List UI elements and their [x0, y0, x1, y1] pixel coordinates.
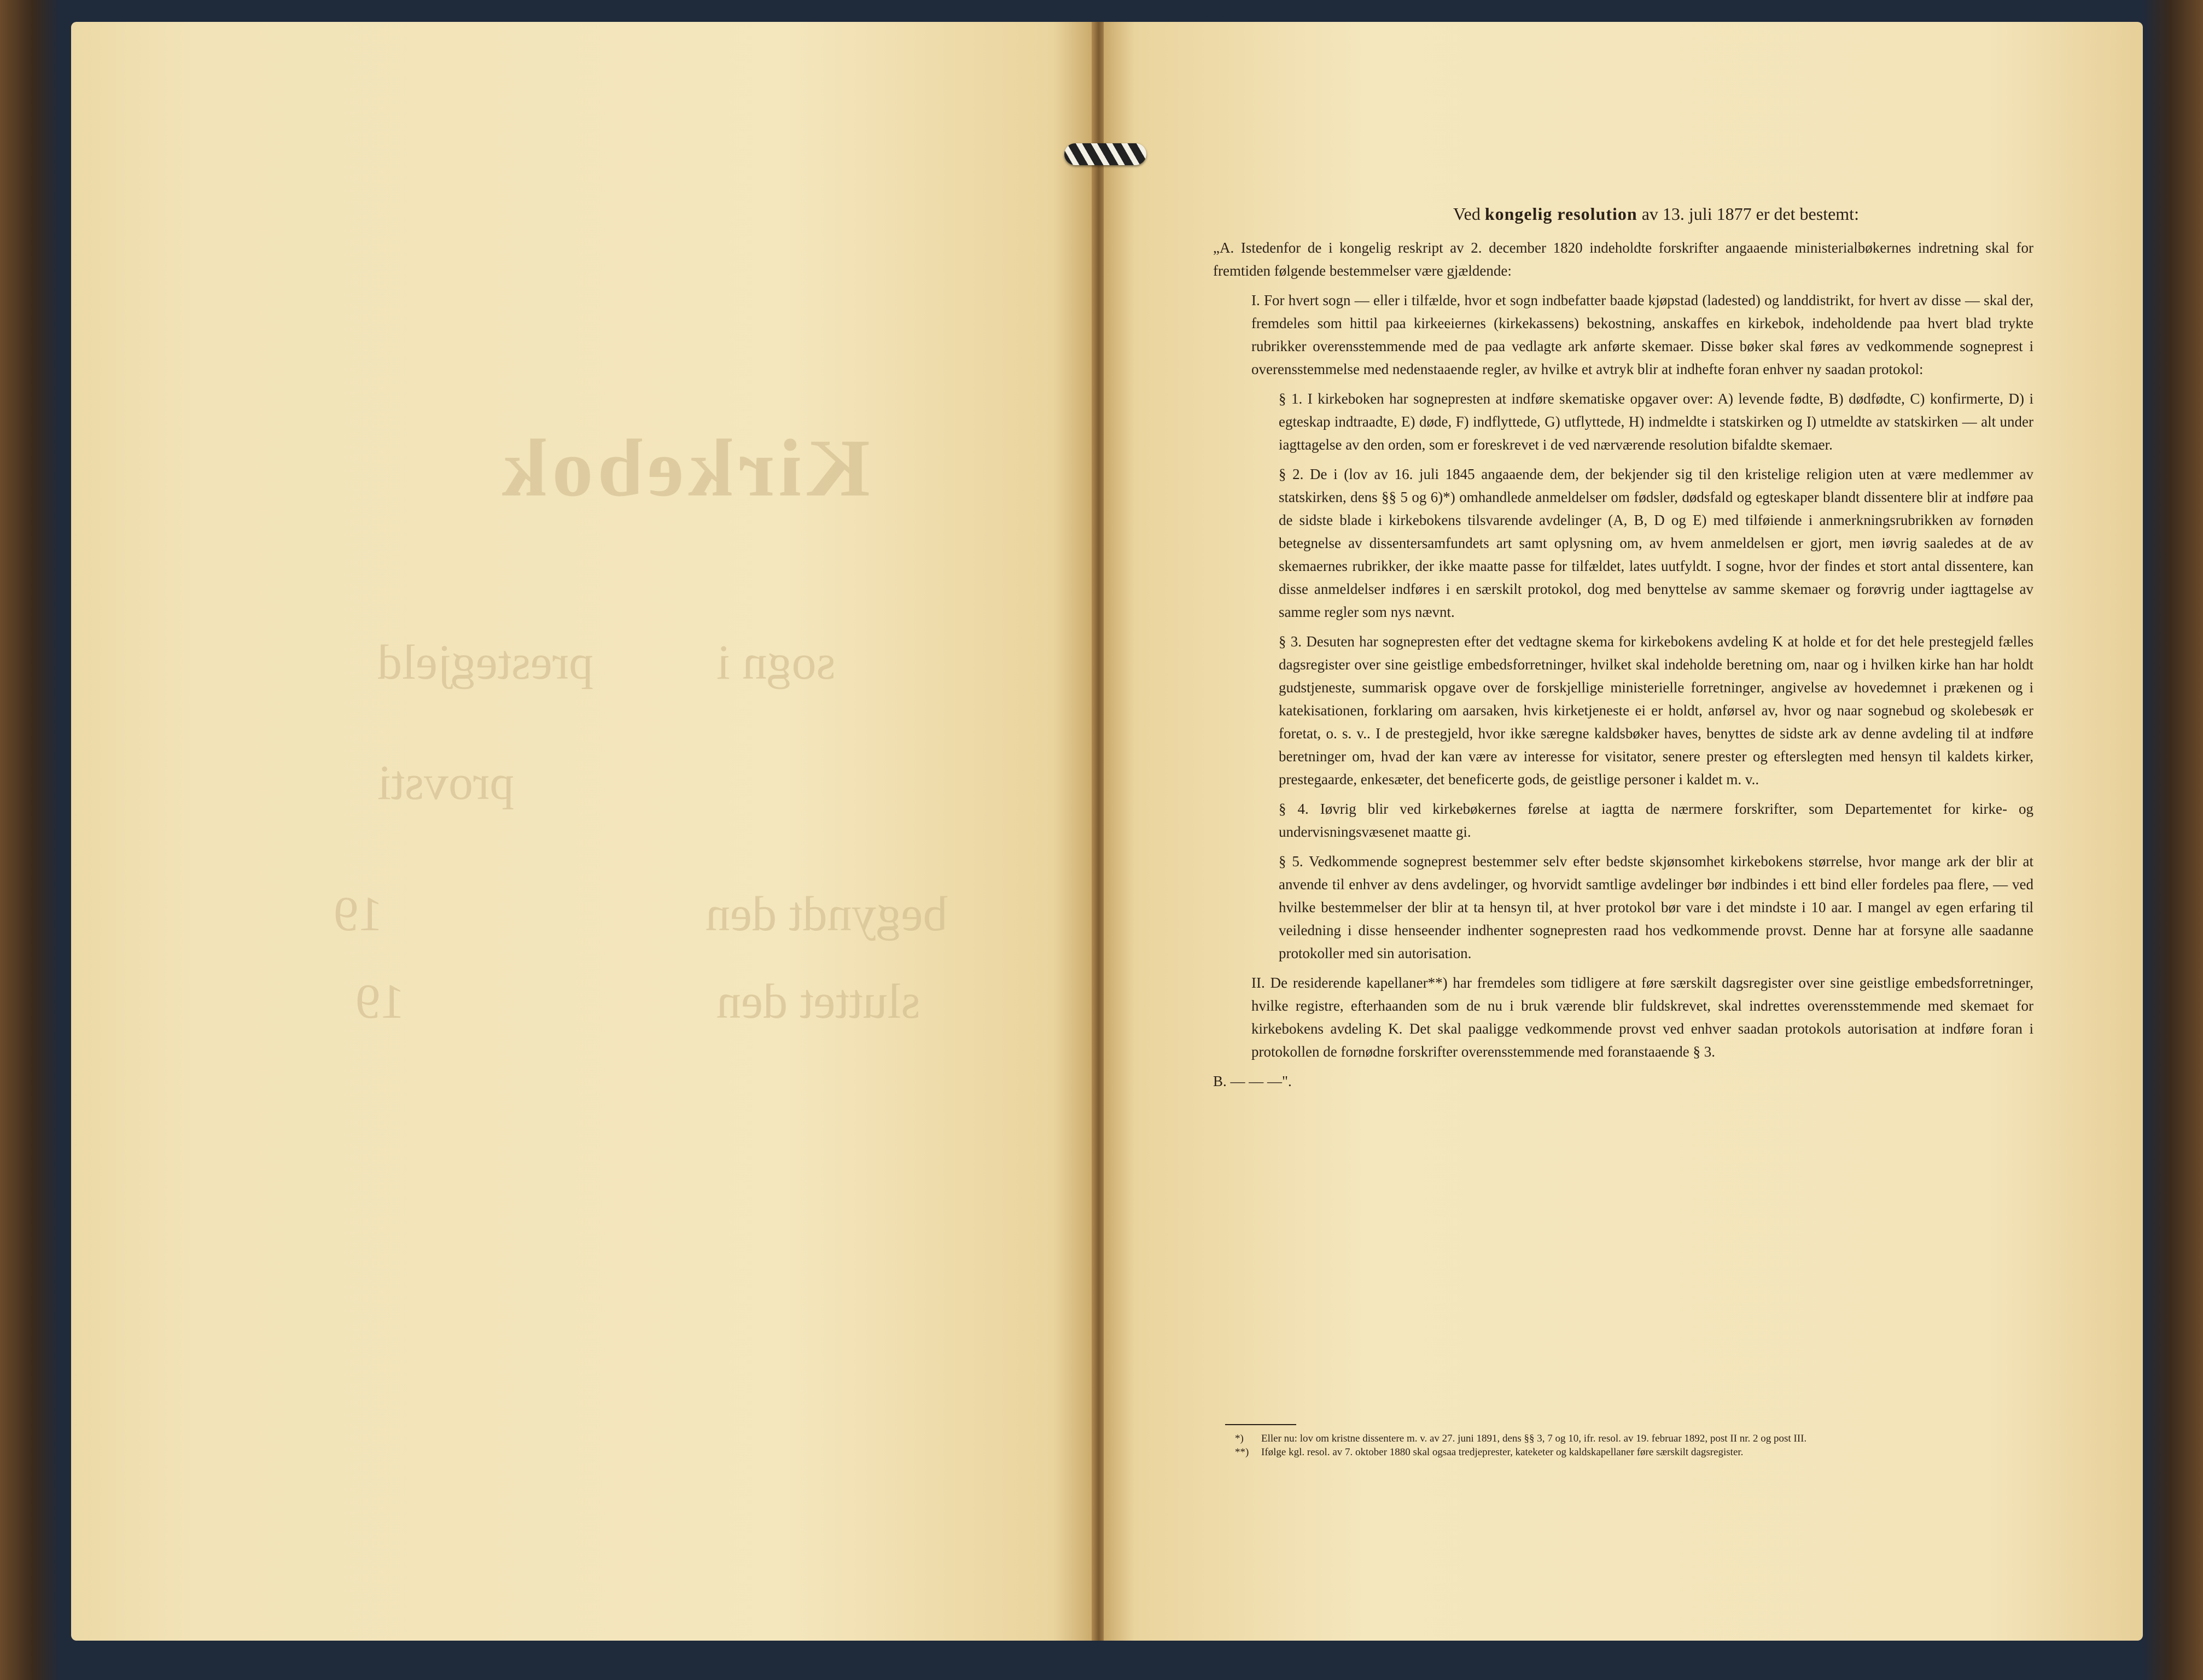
paragraph-5: § 5. Vedkommende sogneprest bestemmer selv efter bedste skjønsomhet kirkebokens størrelse, hvor mange ark der blir at anvende til enhver av dens avdelinger, og hvorvidt samtlige avdelinger bør indbindes i ett bind eller fordeles paa flere, — ved hvilke bestemmelser der blir at ta hensyn til, at hver protokol bør vare i det mindste i 10 aar. I mangel av egen erfaring til veiledning i disse henseender indhenter sognepresten raad hos vedkommende provst. Denne har at forsyne alle saadanne protokoller med sin autorisation. [1279, 853, 2033, 961]
paragraph-3: § 3. Desuten har sognepresten efter det vedtagne skema for kirkebokens avdeling K at holde et for det hele prestegjeld fælles dagsregister over sine geistlige embedsforretninger, hvilket skal indeholde beretning om, naar og i hvilken kirke han har holdt gudstjeneste, summarisk opgave over de forskjellige ministerielle forretninger, angivelse av hovedemnet i prækenen og i katekisationen, forklaring om aarsaken, hvis kirketjeneste ei er holdt, anførsel av, hvor og naar sognebud og skolebesøk er foretat, o. s. v.. I de prestegjeld, hvor ikke særegne kaldsbøker haves, benyttes de sidste ark av denne avdeling til at indføre beretninger om, hvad der kan være av interesse for visitator, senere prester og efterslegten med hensyn til kaldets kirker, prestegaarde, enkesæter, det beneficerte gods, de geistlige personer i kaldet m. v.. [1279, 633, 2033, 788]
ghost-title-kirkebok: Kirkebok [498, 423, 870, 514]
ghost-line-begyndt: begyndt den [706, 887, 948, 941]
footnotes [1235, 1432, 1935, 1459]
left-page [71, 22, 1094, 1641]
part-two: II. De residerende kapellaner**) har fremdeles som tidligere at føre særskilt dagsregister over sine geistlige embedsforretninger, hvilke registre, efterhaanden som de nu i bruk værende blir fuldskrevet, skal indrettes overensstemmende med skemaet for kirkebokens avdeling K. Det skal paaligge vedkommende provst ved enhver saadan protokols autorisation at indføre foran i protokollen de fornødne forskrifter overensstemmende med foranstaaende § 3. [1251, 975, 2033, 1060]
paragraph-1: § 1. I kirkeboken har sognepresten at indføre skematiske opgaver over: A) levende fødte, B) dødfødte, C) konfirmerte, D) i egteskap indtraadte, E) døde, F) indflyttede, G) utflyttede, H) indmeldte i statskirken og I) utmeldte av statskirken — alt under iagttagelse av den orden, som er foreskrevet i de ved nærværende resolution bifaldte skemaer. [1279, 390, 2033, 453]
binding-thread [1064, 143, 1146, 165]
part-one: I. For hvert sogn — eller i tilfælde, hvor et sogn indbefatter baade kjøpstad (ladested) og landdistrikt, for hvert av disse — skal der, fremdeles som hittil paa kirkeeiernes (kirkekassens) bekostning, anskaffes en kirkebok, indeholdende paa hvert blad trykte rubrikker overensstemmende med de paa vedlagte ark anførte skemaer. Disse bøker skal føres av vedkommende sogneprest i overensstemmelse med nedenstaaende regler, av hvilke et avtryk blir at indhefte foran enhver ny saadan protokol: [1251, 292, 2033, 377]
ghost-line-sogn: sogn i [716, 635, 836, 690]
footnote-1-mark: *) [1235, 1433, 1244, 1444]
resolution-text [1213, 202, 2033, 1093]
footnote-separator [1225, 1424, 1296, 1425]
footnote-1: *) Eller nu: lov om kristne dissentere m. v. av 27. juni 1891, dens §§ 3, 7 og 10, ifr. resol. av 19. februar 1892, post II nr. 2 og post III. [1235, 1433, 1807, 1444]
section-b: B. — — —". [1213, 1073, 1292, 1089]
section-a-intro: „A. Istedenfor de i kongelig reskript av 2. december 1820 indeholdte forskrifter angaaende ministerialbøkernes indretning skal for fremtiden følgende bestemmelser være gjældende: [1213, 240, 2033, 279]
paragraph-2: § 2. De i (lov av 16. juli 1845 angaaende dem, der bekjender sig til den kristelige religion uten at være medlemmer av statskirken, dens §§ 5 og 6)*) omhandlede anmeldelser om fødsler, dødsfald og egteskaper blandt dissentere blir at indføre paa de sidste blade i kirkebokens tilsvarende avdelinger (A, B, D og E) med tilføiende i anmerkningsrubrikken av fornøden betegnelse av dissentersamfundets art samt oplysning om, av hvem anmeldelsen er gjort, men iøvrig saaledes at de av skemaernes rubrikker, der ikke maatte passe for tilfældet, lates uutfyldt. I sogne, hvor der findes et stort antal dissentere, kan disse anmeldelser indføres i en særskilt protokol, dog med benyttelse av samme skemaer og forøvrig under iagttagelse av samme regler som nys nævnt. [1279, 466, 2033, 620]
right-page [1104, 22, 2143, 1641]
ghost-line-prestegjeld: prestegjeld [377, 635, 593, 690]
ghost-year-2: 19 [355, 975, 405, 1029]
paragraph-4: § 4. Iøvrig blir ved kirkebøkernes førelse at iagtta de nærmere forskrifter, som Departementet for kirke- og undervisningsvæsenet maatte gi. [1279, 801, 2033, 840]
ghost-line-sluttet: sluttet den [716, 975, 920, 1029]
ghost-year-1: 19 [334, 887, 383, 941]
resolution-heading: Ved kongelig resolution av 13. juli 1877 er det bestemt: [1453, 204, 1859, 224]
footnote-2: **) Ifølge kgl. resol. av 7. oktober 1880 skal ogsaa tredjeprester, kateketer og kaldskapellaner føre særskilt dagsregister. [1235, 1446, 1744, 1458]
footnote-2-mark: **) [1235, 1446, 1249, 1458]
ghost-line-provsti: provsti [377, 756, 515, 810]
